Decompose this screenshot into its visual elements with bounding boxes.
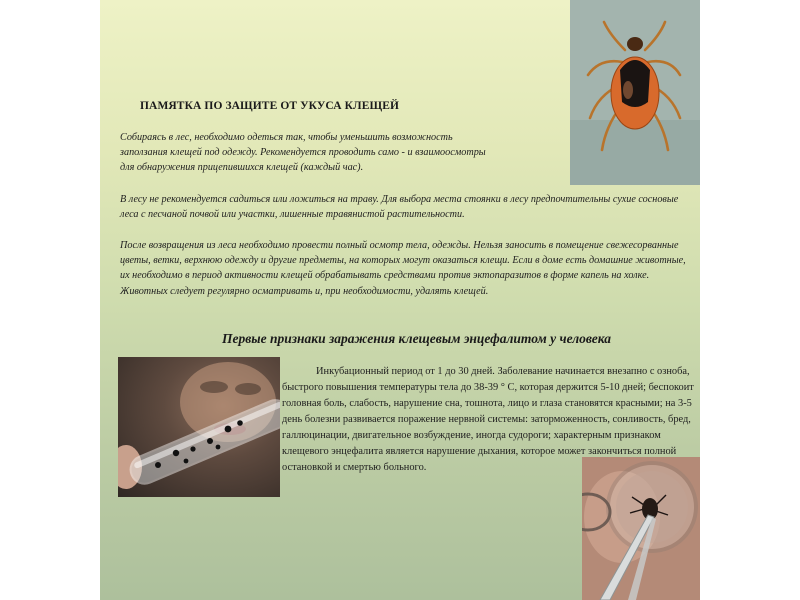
symptoms-line: галлюцинации, двигательное возбуждение, иногда судороги; характерным признаком — [282, 430, 661, 441]
section-heading: Первые признаки заражения клещевым энцефалитом у человека — [222, 331, 612, 346]
paragraph-line: После возвращения из леса необходимо провести полный осмотр тела, одежды. Нельзя заносить в помещение свежесорванные — [120, 240, 679, 251]
paragraph-line: Животных следует регулярно осматривать и, при необходимости, удалять клещей. — [120, 285, 489, 297]
slide — [100, 0, 700, 600]
paragraph-line: Собираясь в лес, необходимо одеться так, чтобы уменьшить возможность — [120, 132, 453, 143]
paragraph-line: леса с песчаной почвой или участки, лишенные травянистой растительности. — [120, 209, 465, 221]
paragraph-forest — [120, 192, 678, 222]
paragraph-line: заползания клещей под одежду. Рекомендуется проводить само - и взаимоосмотры — [120, 147, 486, 159]
paragraph-clothing — [120, 130, 486, 176]
symptoms-line: головная боль, слабость, нарушение сна, тошнота, лицо и глаза становятся красными; на 3-5 — [282, 398, 692, 409]
symptoms-line: быстрого повышения температуры тела до 38-39 ° С, которая держится 5-10 дней; беспокоит — [282, 382, 694, 393]
paragraph-line: их необходимо в период активности клещей обрабатывать средствами против эктопаразитов в форме капель на холке. — [120, 270, 650, 282]
symptoms-line: клещевого энцефалита является нарушение дыхания, которое может закончиться полной — [282, 446, 677, 457]
paragraph-line: для обнаружения прицепившихся клещей (каждый час). — [120, 162, 364, 174]
paragraph-line: В лесу не рекомендуется садиться или ложиться на траву. Для выбора места стоянки в лесу предпочтительны сухие сосновые — [120, 194, 679, 205]
symptoms-line: день болезни развивается поражение нервной системы: заторможенность, сонливость, бред, — [282, 414, 691, 425]
page-title: ПАМЯТКА ПО ЗАЩИТЕ ОТ УКУСА КЛЕЩЕЙ — [140, 100, 400, 112]
test-tube-photo — [118, 357, 280, 497]
symptoms-line: остановкой и смертью больного. — [282, 462, 427, 473]
paragraph-line: цветы, ветки, верхнюю одежду и другие предметы, на которых могут оказаться клещи. Если в доме есть домашние животные, — [120, 255, 686, 267]
symptoms-line: Инкубационный период от 1 до 30 дней. Заболевание начинается внезапно с озноба, — [316, 366, 690, 377]
paragraph-after-forest — [120, 238, 686, 299]
magnifier-photo — [582, 457, 700, 600]
tick-photo — [570, 0, 700, 185]
